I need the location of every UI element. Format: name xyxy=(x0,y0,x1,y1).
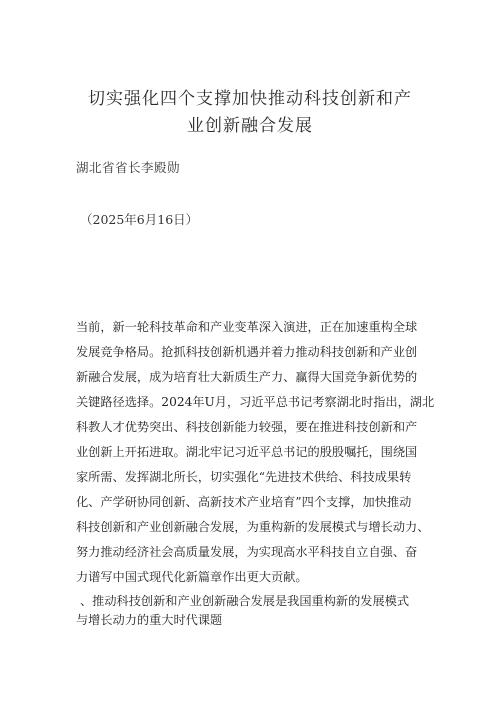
body-line: 关键路径选择。2024年U月，习近平总书记考察湖北时指出，湖北 xyxy=(76,395,435,409)
date-line: （2025年6月16日） xyxy=(80,212,199,227)
body-line: 家所需、发挥湖北所长，切实强化“先进技术供给、科技成果转 xyxy=(76,470,412,484)
author-line: 湖北省省长李殿勋 xyxy=(76,160,181,175)
body-line: 科教人才优势突出、科技创新能力较强，要在推进科技创新和产 xyxy=(76,420,418,434)
body-line: 科技创新和产业创新融合发展，为重构新的发展模式与增长动力、 xyxy=(76,520,430,534)
body-line: 努力推动经济社会高质量发展，为实现高水平科技自立自强、奋 xyxy=(76,545,418,559)
body-line: 新融合发展，成为培育壮大新质生产力、赢得大国竞争新优势的 xyxy=(76,370,418,384)
document-title-line-2: 业创新融合发展 xyxy=(187,116,313,136)
body-line: 力谱写中国式现代化新篇章作出更大贡献。 xyxy=(76,570,308,584)
body-line: 化、产学研协同创新、高新技术产业培育”四个支撑，加快推动 xyxy=(76,495,412,509)
section-heading-line-2: 与增长动力的重大时代课题 xyxy=(76,613,223,627)
document-title-line-1: 切实强化四个支撑加快推动科技创新和产 xyxy=(88,89,412,109)
section-heading-line-1: 、推动科技创新和产业创新融合发展是我国重构新的发展模式 xyxy=(80,594,410,608)
body-line: 发展竞争格局。抢抓科技创新机遇并着力推动科技创新和产业创 xyxy=(76,345,418,359)
body-line: 业创新上开拓进取。湖北牢记习近平总书记的殷殷嘱托，围绕国 xyxy=(76,445,418,459)
body-line: 当前，新一轮科技革命和产业变革深入演进，正在加速重构全球 xyxy=(76,320,418,334)
